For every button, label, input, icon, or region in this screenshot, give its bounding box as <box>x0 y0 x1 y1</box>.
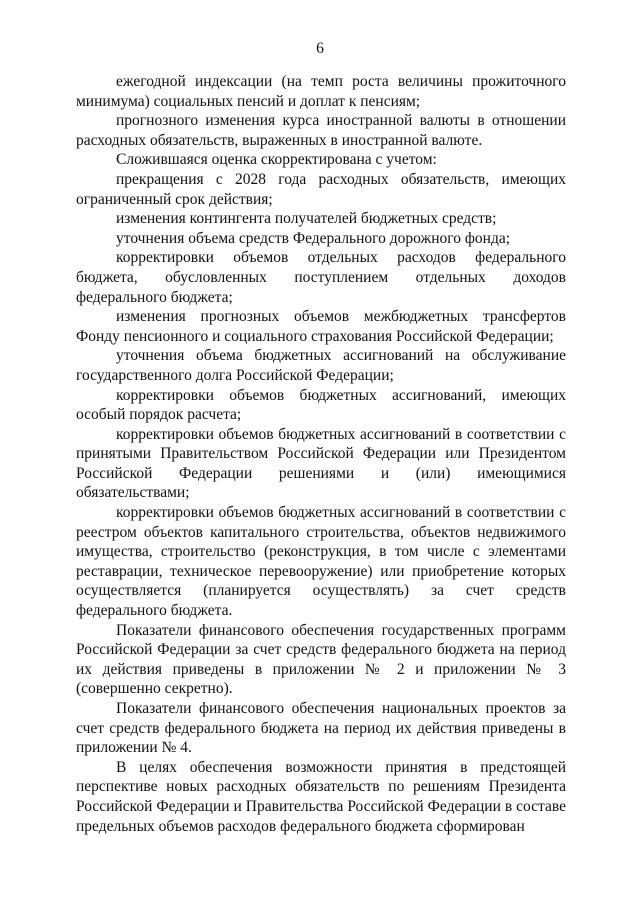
page-number: 6 <box>316 40 324 57</box>
paragraph-4: прекращения с 2028 года расходных обязательств, имеющих ограниченный срок действия; <box>76 170 566 208</box>
paragraph-13: Показатели финансового обеспечения государственных программ Российской Федерации за счет средств федерального бюджета на период их действия приведены в приложении № 2 и приложении № 3 (совершенно секретно). <box>76 621 566 698</box>
paragraph-3: Сложившаяся оценка скорректирована с учетом: <box>116 151 437 169</box>
paragraph-11: корректировки объемов бюджетных ассигнований в соответствии с принятыми Правительством Российской Федерации или Президентом Российской Федерации решениями и (или) имеющимися обязательствами; <box>76 425 566 502</box>
paragraph-8: изменения прогнозных объемов межбюджетных трансфертов Фонду пенсионного и социального страхования Российской Федерации; <box>76 308 566 345</box>
paragraph-5: изменения контингента получателей бюджетных средств; <box>116 210 497 228</box>
paragraph-2: прогнозного изменения курса иностранной валюты в отношении расходных обязательств, выраженных в иностранной валюте. <box>76 112 566 149</box>
body-text <box>76 72 566 836</box>
paragraph-14: Показатели финансового обеспечения национальных проектов за счет средств федерального бюджета на период их действия приведены в приложении № 4. <box>76 700 566 757</box>
paragraph-15: В целях обеспечения возможности принятия в предстоящей перспективе новых расходных обязательств по решениям Президента Российской Федерации и Правительства Российской Федерации в составе предельных объемов расходов федерального бюджета сформирован <box>76 758 566 835</box>
paragraph-10: корректировки объемов бюджетных ассигнований, имеющих особый порядок расчета; <box>76 386 566 424</box>
paragraph-1: ежегодной индексации (на темп роста величины прожиточного минимума) социальных пенсий и доплат к пенсиям; <box>76 73 566 110</box>
paragraph-9: уточнения объема бюджетных ассигнований на обслуживание государственного долга Российской Федерации; <box>76 347 566 384</box>
paragraph-6: уточнения объема средств Федерального дорожного фонда; <box>116 229 511 247</box>
paragraph-7: корректировки объемов отдельных расходов федерального бюджета, обусловленных поступлением отдельных доходов федерального бюджета; <box>76 249 566 306</box>
paragraph-12: корректировки объемов бюджетных ассигнований в соответствии с реестром объектов капитального строительства, объектов недвижимого имущества, строительство (реконструкция, в том числе с элементами реставрации, техническое перевооружение) или приобретение которых осуществляется (планируется осуществлять) за счет средств федерального бюджета. <box>76 504 566 620</box>
